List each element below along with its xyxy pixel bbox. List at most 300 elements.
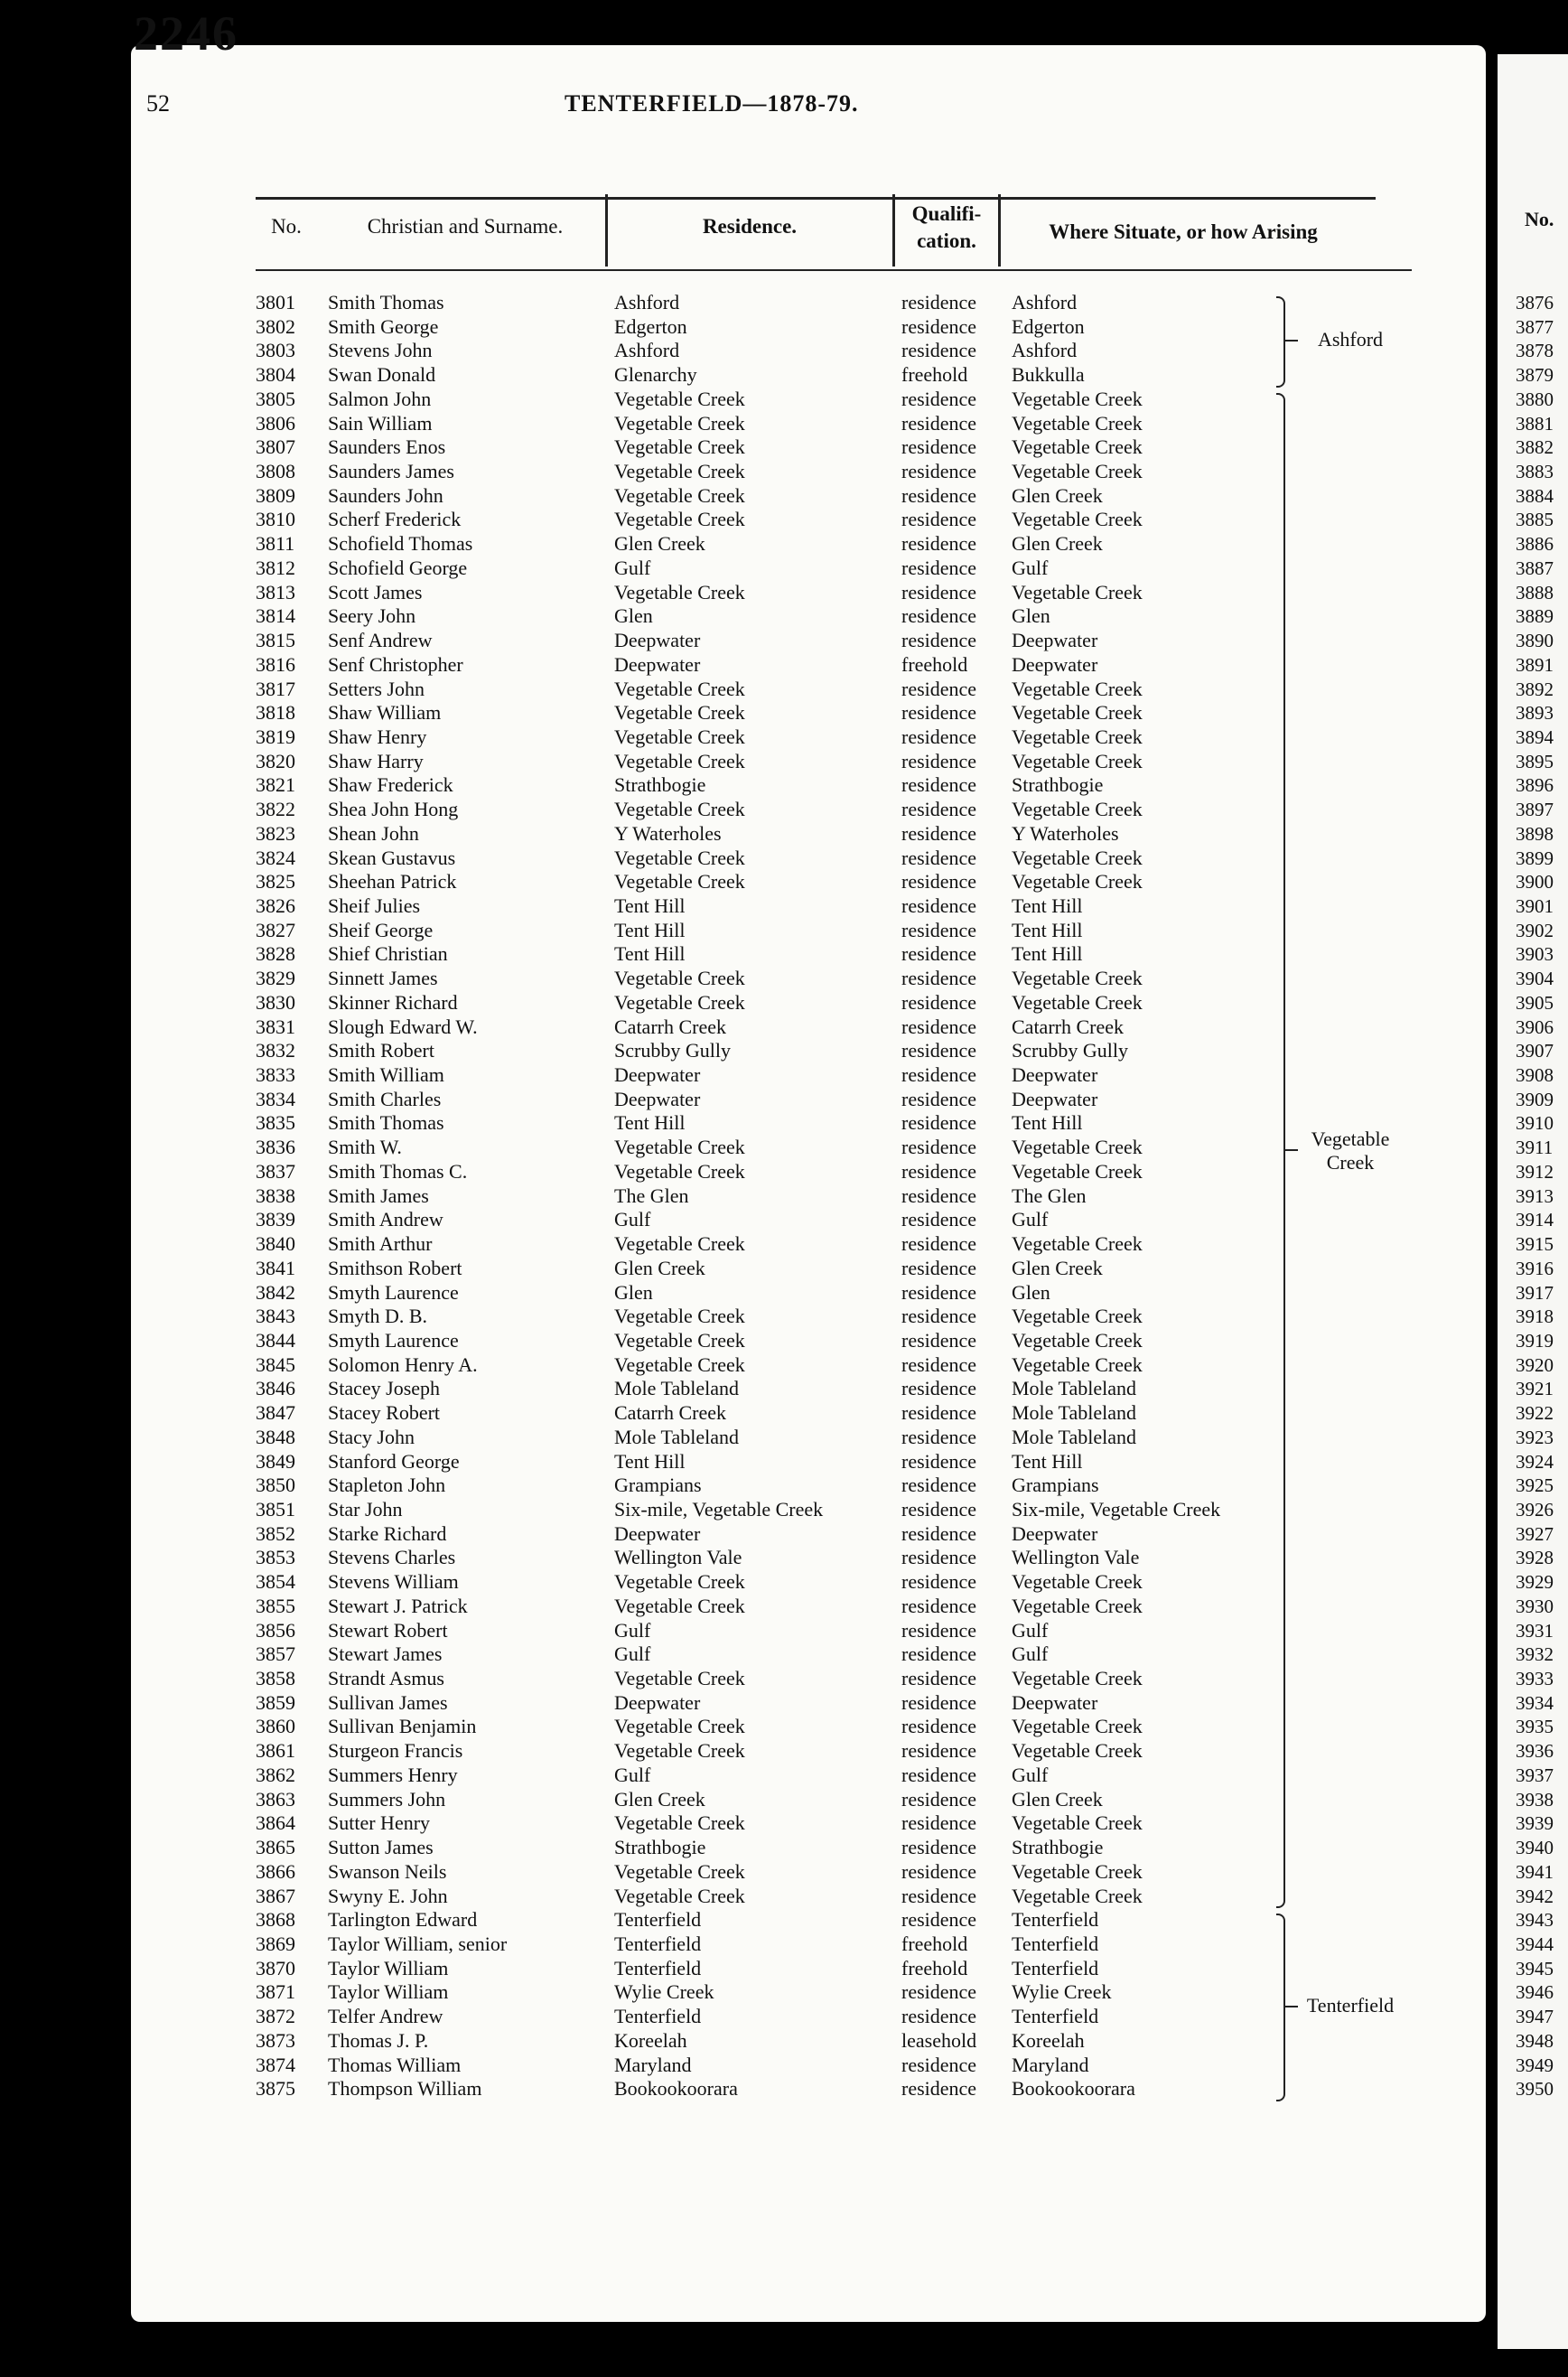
- entry-qualification: residence: [901, 1352, 977, 1376]
- entry-residence: Tenterfield: [614, 1908, 702, 1932]
- entry-where: Tent Hill: [1012, 1111, 1083, 1135]
- entry-name: Shaw Frederick: [328, 773, 453, 797]
- entry-name: Setters John: [328, 677, 425, 700]
- entry-qualification: residence: [901, 1594, 977, 1617]
- entry-number: 3824: [256, 846, 295, 869]
- next-page-entry-number: 3897: [1516, 799, 1554, 821]
- next-page-entry-number: 3946: [1516, 1981, 1554, 2004]
- entry-residence: Maryland: [614, 2053, 692, 2076]
- entry-qualification: residence: [901, 798, 977, 821]
- entry-residence: Vegetable Creek: [614, 1715, 745, 1738]
- entry-where: Mole Tableland: [1012, 1401, 1136, 1425]
- next-page-no-header: No.: [1525, 208, 1554, 230]
- entry-name: Stacey Joseph: [328, 1377, 441, 1400]
- entry-number: 3830: [256, 990, 295, 1014]
- entry-name: Shea John Hong: [328, 798, 459, 821]
- next-page-entry-number: 3891: [1516, 653, 1554, 676]
- entry-where: Vegetable Creek: [1012, 749, 1143, 772]
- entry-number: 3828: [256, 942, 295, 966]
- next-page-entry-number: 3888: [1516, 581, 1554, 604]
- next-page-entry-number: 3899: [1516, 847, 1554, 869]
- entry-number: 3865: [256, 1836, 295, 1859]
- entry-name: Sutter Henry: [328, 1811, 431, 1835]
- entry-qualification: residence: [901, 967, 977, 990]
- entry-qualification: freehold: [901, 1932, 968, 1955]
- entry-name: Saunders Enos: [328, 435, 446, 459]
- entry-residence: Vegetable Creek: [614, 1570, 745, 1594]
- entry-where: Vegetable Creek: [1012, 1715, 1143, 1738]
- next-page-entry-number: 3932: [1516, 1643, 1554, 1666]
- entry-where: Tenterfield: [1012, 1956, 1099, 1979]
- next-page-entry-number: 3943: [1516, 1909, 1554, 1932]
- entry-residence: Glen Creek: [614, 532, 705, 556]
- entry-name: Smith Charles: [328, 1087, 442, 1110]
- next-page-entry-number: 3913: [1516, 1184, 1554, 1207]
- entry-qualification: residence: [901, 1328, 977, 1352]
- next-page-entry-number: 3917: [1516, 1281, 1554, 1304]
- entry-name: Stevens John: [328, 339, 433, 362]
- entry-qualification: residence: [901, 1425, 977, 1448]
- entry-where: Vegetable Creek: [1012, 435, 1143, 459]
- entry-qualification: residence: [901, 942, 977, 966]
- entry-name: Stapleton John: [328, 1474, 446, 1497]
- entry-where: Vegetable Creek: [1012, 460, 1143, 483]
- entry-number: 3805: [256, 387, 295, 410]
- entry-where: Ashford: [1012, 339, 1078, 362]
- next-page-entry-number: 3927: [1516, 1522, 1554, 1545]
- entry-where: Tent Hill: [1012, 942, 1083, 966]
- entry-qualification: residence: [901, 604, 977, 628]
- entry-qualification: residence: [901, 532, 977, 556]
- entry-name: Shaw Harry: [328, 749, 424, 772]
- entry-qualification: residence: [901, 291, 977, 314]
- entry-number: 3814: [256, 604, 295, 628]
- entry-residence: Gulf: [614, 1618, 651, 1642]
- entry-where: Deepwater: [1012, 652, 1098, 676]
- next-page-entry-number: 3928: [1516, 1547, 1554, 1569]
- entry-number: 3837: [256, 1159, 295, 1183]
- entry-where: Gulf: [1012, 1763, 1049, 1786]
- entry-name: Skinner Richard: [328, 990, 458, 1014]
- entry-number: 3806: [256, 411, 295, 435]
- entry-name: Sheif George: [328, 918, 434, 941]
- entry-qualification: residence: [901, 1111, 977, 1135]
- entry-qualification: residence: [901, 725, 977, 748]
- entry-number: 3875: [256, 2077, 295, 2101]
- entry-qualification: residence: [901, 1618, 977, 1642]
- entry-number: 3801: [256, 291, 295, 314]
- entry-where: Vegetable Creek: [1012, 1811, 1143, 1835]
- entry-qualification: residence: [901, 1063, 977, 1087]
- entry-residence: Vegetable Creek: [614, 1859, 745, 1883]
- entry-residence: Gulf: [614, 1642, 651, 1666]
- entry-qualification: residence: [901, 629, 977, 652]
- column-divider: [998, 194, 1001, 267]
- entry-residence: Deepwater: [614, 629, 701, 652]
- entry-residence: Tenterfield: [614, 1932, 702, 1955]
- entry-qualification: leasehold: [901, 2028, 977, 2052]
- entry-residence: Vegetable Creek: [614, 387, 745, 410]
- next-page-entry-number: 3909: [1516, 1088, 1554, 1110]
- entry-residence: Vegetable Creek: [614, 411, 745, 435]
- entry-qualification: residence: [901, 1570, 977, 1594]
- entry-where: Vegetable Creek: [1012, 1159, 1143, 1183]
- entry-name: Smithson Robert: [328, 1256, 462, 1279]
- entry-number: 3840: [256, 1232, 295, 1256]
- entry-number: 3850: [256, 1474, 295, 1497]
- next-page-entry-number: 3914: [1516, 1209, 1554, 1231]
- next-page-entry-number: 3947: [1516, 2006, 1554, 2028]
- entry-residence: Ashford: [614, 291, 680, 314]
- entry-qualification: residence: [901, 1377, 977, 1400]
- entry-where: Vegetable Creek: [1012, 798, 1143, 821]
- entry-where: Six-mile, Vegetable Creek: [1012, 1498, 1221, 1521]
- entry-number: 3831: [256, 1015, 295, 1038]
- entry-where: Glen: [1012, 1280, 1050, 1304]
- entry-number: 3804: [256, 363, 295, 387]
- entry-number: 3835: [256, 1111, 295, 1135]
- entry-residence: Deepwater: [614, 1690, 701, 1714]
- entry-residence: Vegetable Creek: [614, 435, 745, 459]
- entry-number: 3809: [256, 483, 295, 507]
- entry-residence: Wellington Vale: [614, 1546, 742, 1569]
- entry-name: Swyny E. John: [328, 1884, 448, 1907]
- entry-qualification: residence: [901, 1739, 977, 1763]
- entry-where: Glen Creek: [1012, 1787, 1103, 1811]
- entry-qualification: residence: [901, 1208, 977, 1231]
- entry-name: Senf Christopher: [328, 652, 463, 676]
- next-page-entry-number: 3890: [1516, 630, 1554, 652]
- group-label: Tenterfield: [1306, 1994, 1395, 2017]
- entry-qualification: residence: [901, 1280, 977, 1304]
- entry-where: Glen Creek: [1012, 1256, 1103, 1279]
- entry-number: 3838: [256, 1184, 295, 1207]
- entry-where: Maryland: [1012, 2053, 1089, 2076]
- entry-where: Strathbogie: [1012, 773, 1104, 797]
- next-page-entry-number: 3905: [1516, 991, 1554, 1014]
- entry-number: 3848: [256, 1425, 295, 1448]
- entry-where: Edgerton: [1012, 314, 1085, 338]
- entry-name: Stewart J. Patrick: [328, 1594, 468, 1617]
- entry-number: 3844: [256, 1328, 295, 1352]
- entry-where: Vegetable Creek: [1012, 990, 1143, 1014]
- entry-number: 3860: [256, 1715, 295, 1738]
- entry-qualification: residence: [901, 314, 977, 338]
- entry-residence: Glen: [614, 1280, 653, 1304]
- entry-name: Star John: [328, 1498, 403, 1521]
- column-divider: [892, 194, 895, 267]
- next-page-entry-number: 3900: [1516, 871, 1554, 894]
- entry-name: Smith Thomas: [328, 1111, 444, 1135]
- column-header-no: No.: [271, 215, 302, 238]
- next-page-entry-number: 3912: [1516, 1160, 1554, 1183]
- entry-where: Vegetable Creek: [1012, 677, 1143, 700]
- entry-where: Catarrh Creek: [1012, 1015, 1124, 1038]
- entry-qualification: residence: [901, 1642, 977, 1666]
- next-page-entry-number: 3936: [1516, 1740, 1554, 1763]
- next-page-entry-number: 3919: [1516, 1329, 1554, 1352]
- next-page-entry-number: 3889: [1516, 605, 1554, 628]
- entry-where: Bukkulla: [1012, 363, 1085, 387]
- entry-where: Vegetable Creek: [1012, 846, 1143, 869]
- entry-residence: Vegetable Creek: [614, 1159, 745, 1183]
- next-page-entry-number: 3884: [1516, 484, 1554, 507]
- entry-number: 3856: [256, 1618, 295, 1642]
- entry-residence: Glen: [614, 604, 653, 628]
- entry-number: 3815: [256, 629, 295, 652]
- entry-number: 3861: [256, 1739, 295, 1763]
- entry-residence: Grampians: [614, 1474, 702, 1497]
- column-divider: [605, 194, 608, 267]
- entry-name: Salmon John: [328, 387, 432, 410]
- entry-qualification: residence: [901, 1498, 977, 1521]
- entry-where: Tenterfield: [1012, 1932, 1099, 1955]
- entry-residence: Vegetable Creek: [614, 967, 745, 990]
- entry-qualification: residence: [901, 1836, 977, 1859]
- entry-residence: Glen Creek: [614, 1787, 705, 1811]
- entry-qualification: residence: [901, 1256, 977, 1279]
- next-page-entry-number: 3926: [1516, 1499, 1554, 1521]
- group-label: Ashford: [1317, 328, 1384, 351]
- entry-qualification: residence: [901, 580, 977, 604]
- entry-number: 3847: [256, 1401, 295, 1425]
- next-page-entry-number: 3885: [1516, 509, 1554, 531]
- entry-name: Taylor William, senior: [328, 1932, 508, 1955]
- next-page-entry-number: 3923: [1516, 1426, 1554, 1448]
- entry-qualification: residence: [901, 1763, 977, 1786]
- entry-where: Deepwater: [1012, 1521, 1098, 1545]
- next-page-entry-number: 3931: [1516, 1619, 1554, 1642]
- entry-name: Saunders John: [328, 483, 443, 507]
- next-page-entry-number: 3950: [1516, 2078, 1554, 2101]
- next-page-entry-number: 3921: [1516, 1378, 1554, 1400]
- next-page-entry-number: 3879: [1516, 364, 1554, 387]
- entry-residence: Vegetable Creek: [614, 749, 745, 772]
- entry-residence: Vegetable Creek: [614, 1884, 745, 1907]
- entry-number: 3859: [256, 1690, 295, 1714]
- next-page-entry-number: 3886: [1516, 533, 1554, 556]
- entry-number: 3863: [256, 1787, 295, 1811]
- entry-residence: Tent Hill: [614, 1111, 686, 1135]
- entry-where: Vegetable Creek: [1012, 1305, 1143, 1328]
- next-page-entry-number: 3907: [1516, 1040, 1554, 1062]
- next-page-entry-number: 3948: [1516, 2029, 1554, 2052]
- next-page-entry-number: 3922: [1516, 1402, 1554, 1425]
- column-header-residence: Residence.: [702, 215, 798, 238]
- entry-name: Tarlington Edward: [328, 1908, 478, 1932]
- next-page-entry-number: 3911: [1516, 1137, 1554, 1159]
- entry-residence: Vegetable Creek: [614, 1136, 745, 1159]
- entry-number: 3829: [256, 967, 295, 990]
- entry-where: Vegetable Creek: [1012, 1884, 1143, 1907]
- entry-name: Shief Christian: [328, 942, 448, 966]
- entry-where: Y Waterholes: [1012, 821, 1119, 845]
- entry-where: Vegetable Creek: [1012, 1859, 1143, 1883]
- entry-qualification: residence: [901, 1546, 977, 1569]
- next-page-entry-number: 3933: [1516, 1668, 1554, 1690]
- entry-name: Stanford George: [328, 1449, 460, 1473]
- entry-residence: Mole Tableland: [614, 1425, 739, 1448]
- entry-where: Bookookoorara: [1012, 2077, 1135, 2101]
- next-page-entry-number: 3945: [1516, 1957, 1554, 1979]
- next-page-entry-number: 3920: [1516, 1353, 1554, 1376]
- entry-number: 3866: [256, 1859, 295, 1883]
- entry-qualification: residence: [901, 749, 977, 772]
- next-page-entry-number: 3882: [1516, 436, 1554, 459]
- entry-qualification: residence: [901, 387, 977, 410]
- entry-qualification: residence: [901, 1136, 977, 1159]
- entry-name: Saunders James: [328, 460, 454, 483]
- entry-where: Vegetable Creek: [1012, 580, 1143, 604]
- entry-qualification: residence: [901, 1521, 977, 1545]
- entry-where: Tent Hill: [1012, 1449, 1083, 1473]
- entry-where: Vegetable Creek: [1012, 725, 1143, 748]
- entry-name: Sullivan James: [328, 1690, 448, 1714]
- entry-name: Smyth Laurence: [328, 1280, 459, 1304]
- entry-residence: Vegetable Creek: [614, 483, 745, 507]
- entry-name: Stevens William: [328, 1570, 459, 1594]
- entry-name: Smith Arthur: [328, 1232, 433, 1256]
- next-page-entry-number: 3940: [1516, 1837, 1554, 1859]
- column-header-where: Where Situate, or how Arising: [1049, 220, 1318, 243]
- entry-name: Telfer Andrew: [328, 2005, 443, 2028]
- entry-residence: Ashford: [614, 339, 680, 362]
- entry-where: Wellington Vale: [1012, 1546, 1140, 1569]
- entry-residence: Glenarchy: [614, 363, 697, 387]
- entry-residence: Strathbogie: [614, 773, 706, 797]
- next-page-entry-number: 3934: [1516, 1691, 1554, 1714]
- entry-residence: Vegetable Creek: [614, 1811, 745, 1835]
- next-page-entry-number: 3881: [1516, 412, 1554, 435]
- group-brace: [1276, 1914, 1285, 2101]
- entry-residence: Catarrh Creek: [614, 1015, 726, 1038]
- entry-name: Stevens Charles: [328, 1546, 456, 1569]
- next-page-entry-number: 3915: [1516, 1233, 1554, 1256]
- entry-qualification: residence: [901, 870, 977, 894]
- entry-name: Stacy John: [328, 1425, 415, 1448]
- entry-where: Vegetable Creek: [1012, 508, 1143, 531]
- entry-residence: Scrubby Gully: [614, 1039, 731, 1062]
- entry-name: Stewart James: [328, 1642, 443, 1666]
- entry-where: Gulf: [1012, 556, 1049, 579]
- next-page-entry-number: 3935: [1516, 1716, 1554, 1738]
- next-page-entry-number: 3894: [1516, 725, 1554, 748]
- next-page-entry-number: 3925: [1516, 1474, 1554, 1497]
- entry-qualification: residence: [901, 1474, 977, 1497]
- entry-where: Vegetable Creek: [1012, 967, 1143, 990]
- entry-name: Thompson William: [328, 2077, 482, 2101]
- entry-name: Skean Gustavus: [328, 846, 456, 869]
- entry-where: Vegetable Creek: [1012, 1232, 1143, 1256]
- next-page-entry-number: 3887: [1516, 557, 1554, 579]
- entry-where: Vegetable Creek: [1012, 411, 1143, 435]
- entry-name: Schofield George: [328, 556, 468, 579]
- entry-residence: Tent Hill: [614, 942, 686, 966]
- entry-number: 3846: [256, 1377, 295, 1400]
- entry-residence: Catarrh Creek: [614, 1401, 726, 1425]
- entry-number: 3862: [256, 1763, 295, 1786]
- next-page-entry-number: 3916: [1516, 1257, 1554, 1279]
- entry-where: Gulf: [1012, 1642, 1049, 1666]
- entry-residence: Tent Hill: [614, 1449, 686, 1473]
- entry-name: Schofield Thomas: [328, 532, 473, 556]
- entry-number: 3818: [256, 701, 295, 725]
- entry-qualification: residence: [901, 1690, 977, 1714]
- next-page-entry-number: 3901: [1516, 895, 1554, 917]
- entry-name: Sutton James: [328, 1836, 434, 1859]
- entry-where: Gulf: [1012, 1208, 1049, 1231]
- entry-number: 3843: [256, 1305, 295, 1328]
- entry-number: 3832: [256, 1039, 295, 1062]
- entry-number: 3854: [256, 1570, 295, 1594]
- entry-name: Swanson Neils: [328, 1859, 447, 1883]
- entry-qualification: residence: [901, 846, 977, 869]
- entry-qualification: residence: [901, 1184, 977, 1207]
- next-page-entry-number: 3876: [1516, 292, 1554, 314]
- entry-where: Gulf: [1012, 1618, 1049, 1642]
- next-page-entry-number: 3892: [1516, 678, 1554, 700]
- group-label: Vegetable Creek: [1311, 1127, 1390, 1174]
- entry-number: 3817: [256, 677, 295, 700]
- next-page-entry-number: 3898: [1516, 822, 1554, 845]
- column-header-name: Christian and Surname.: [367, 215, 564, 238]
- entry-qualification: residence: [901, 918, 977, 941]
- entry-name: Swan Donald: [328, 363, 436, 387]
- entry-residence: Vegetable Creek: [614, 460, 745, 483]
- entry-number: 3849: [256, 1449, 295, 1473]
- entry-name: Shaw William: [328, 701, 442, 725]
- entry-where: Deepwater: [1012, 1087, 1098, 1110]
- entry-name: Thomas J. P.: [328, 2028, 429, 2052]
- entry-residence: Bookookoorara: [614, 2077, 738, 2101]
- entry-residence: Tent Hill: [614, 894, 686, 917]
- entry-qualification: residence: [901, 2077, 977, 2101]
- next-page-entry-number: 3906: [1516, 1015, 1554, 1038]
- entry-where: Mole Tableland: [1012, 1425, 1136, 1448]
- entry-residence: Y Waterholes: [614, 821, 722, 845]
- entry-number: 3870: [256, 1956, 295, 1979]
- entry-qualification: freehold: [901, 652, 968, 676]
- entry-residence: Vegetable Creek: [614, 725, 745, 748]
- entry-where: Vegetable Creek: [1012, 1136, 1143, 1159]
- entry-name: Summers Henry: [328, 1763, 458, 1786]
- entry-name: Smith Thomas C.: [328, 1159, 468, 1183]
- entry-residence: Tent Hill: [614, 918, 686, 941]
- entry-residence: Vegetable Creek: [614, 508, 745, 531]
- entry-residence: Gulf: [614, 1763, 651, 1786]
- entry-qualification: residence: [901, 1039, 977, 1062]
- entry-qualification: residence: [901, 1305, 977, 1328]
- entry-where: Wylie Creek: [1012, 1980, 1112, 2004]
- next-page-entry-number: 3902: [1516, 919, 1554, 941]
- next-page-entry-number: 3924: [1516, 1450, 1554, 1473]
- next-page-entry-number: 3910: [1516, 1112, 1554, 1135]
- entry-where: Vegetable Creek: [1012, 1739, 1143, 1763]
- entry-where: Deepwater: [1012, 1063, 1098, 1087]
- next-page-entry-number: 3896: [1516, 774, 1554, 797]
- entry-residence: Strathbogie: [614, 1836, 706, 1859]
- next-page-entry-number: 3941: [1516, 1860, 1554, 1883]
- entry-name: Sain William: [328, 411, 433, 435]
- entry-where: Koreelah: [1012, 2028, 1085, 2052]
- header-top-rule: [256, 197, 1376, 200]
- entry-qualification: residence: [901, 821, 977, 845]
- entry-number: 3825: [256, 870, 295, 894]
- entry-where: Deepwater: [1012, 629, 1098, 652]
- entry-qualification: residence: [901, 701, 977, 725]
- entry-qualification: residence: [901, 1087, 977, 1110]
- header-bottom-rule: [256, 269, 1412, 271]
